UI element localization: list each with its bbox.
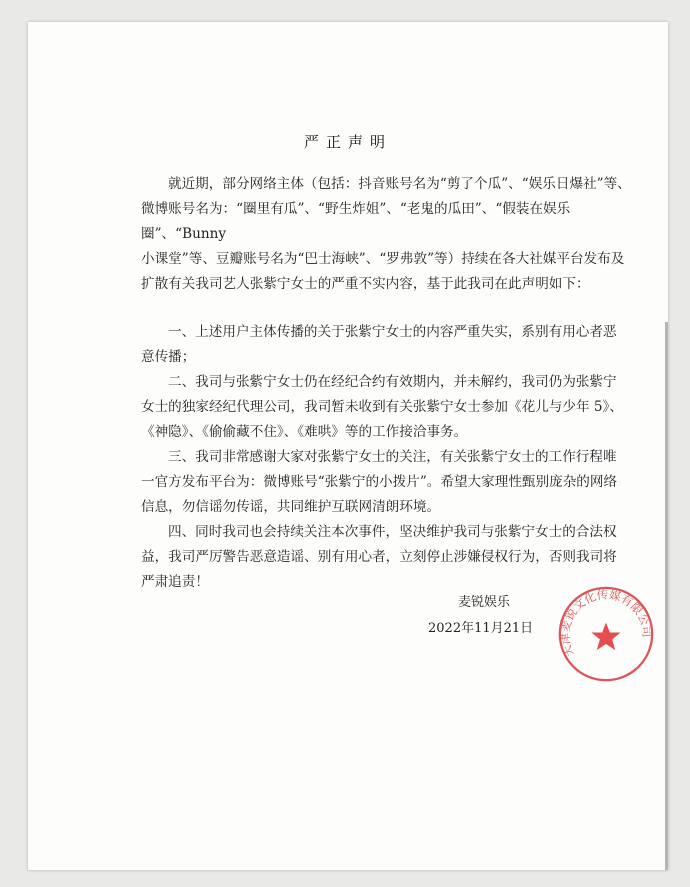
document-title: 严正声明 — [303, 133, 392, 151]
text-line: 益，我司严厉警告恶意造谣、别有用心者，立刻停止涉嫌侵权行为，否则我司将 — [141, 549, 617, 565]
signature-date: 2022年11月21日 — [428, 621, 534, 636]
page-edge-shadow — [665, 322, 668, 870]
document-body — [141, 172, 646, 595]
point-3 — [141, 445, 646, 520]
point-1 — [141, 320, 646, 370]
text-line: 微博账号名为：“圈里有瓜”、“野生炸姐”、“老鬼的瓜田”、“假装在娱乐圈”、“Bunny — [141, 201, 571, 242]
text-line: 《神隐》、《偷偷藏不住》、《难哄》等的工作接洽事务。 — [141, 424, 468, 440]
signature-company: 麦锐娱乐 — [458, 595, 511, 610]
text-line: 一、上述用户主体传播的关于张紫宁女士的内容严重失实，系别有用心者恶 — [168, 324, 617, 340]
point-2 — [141, 370, 646, 445]
document-page — [28, 22, 668, 870]
text-line: 扩散有关我司艺人张紫宁女士的严重不实内容，基于此我司在此声明如下： — [141, 276, 590, 292]
text-line: 就近期，部分网络主体（包括：抖音账号名为“剪了个瓜”、“娱乐日爆社”等、 — [168, 176, 631, 192]
text-line: 女士的独家经纪代理公司，我司暂未收到有关张紫宁女士参加《花儿与少年 5》、 — [141, 399, 623, 415]
text-line: 小课堂”等、豆瓣账号名为“巴士海峡”、“罗弗敦”等）持续在各大社媒平台发布及 — [141, 251, 625, 267]
text-line: 四、同时我司也会持续关注本次事件，坚决维护我司与张紫宁女士的合法权 — [168, 524, 617, 540]
text-line: 二、我司与张紫宁女士仍在经纪合约有效期内，并未解约，我司仍为张紫宁 — [168, 374, 617, 390]
company-seal-icon — [556, 584, 656, 684]
seal-text: 天津麦锐文化传媒有限公司 — [557, 587, 655, 660]
intro-paragraph — [141, 172, 646, 297]
text-line: 一官方发布平台为：微博账号“张紫宁的小拨片”。希望大家理性甄别庞杂的网络 — [141, 474, 618, 490]
seal-star — [591, 622, 620, 650]
text-line: 信息，勿信谣勿传谣，共同维护互联网清朗环境。 — [141, 499, 441, 515]
text-line: 意传播； — [141, 349, 196, 365]
point-4 — [141, 520, 646, 595]
text-line: 三、我司非常感谢大家对张紫宁女士的关注，有关张紫宁女士的工作行程唯 — [168, 449, 617, 465]
text-line: 严肃追责！ — [141, 574, 209, 590]
